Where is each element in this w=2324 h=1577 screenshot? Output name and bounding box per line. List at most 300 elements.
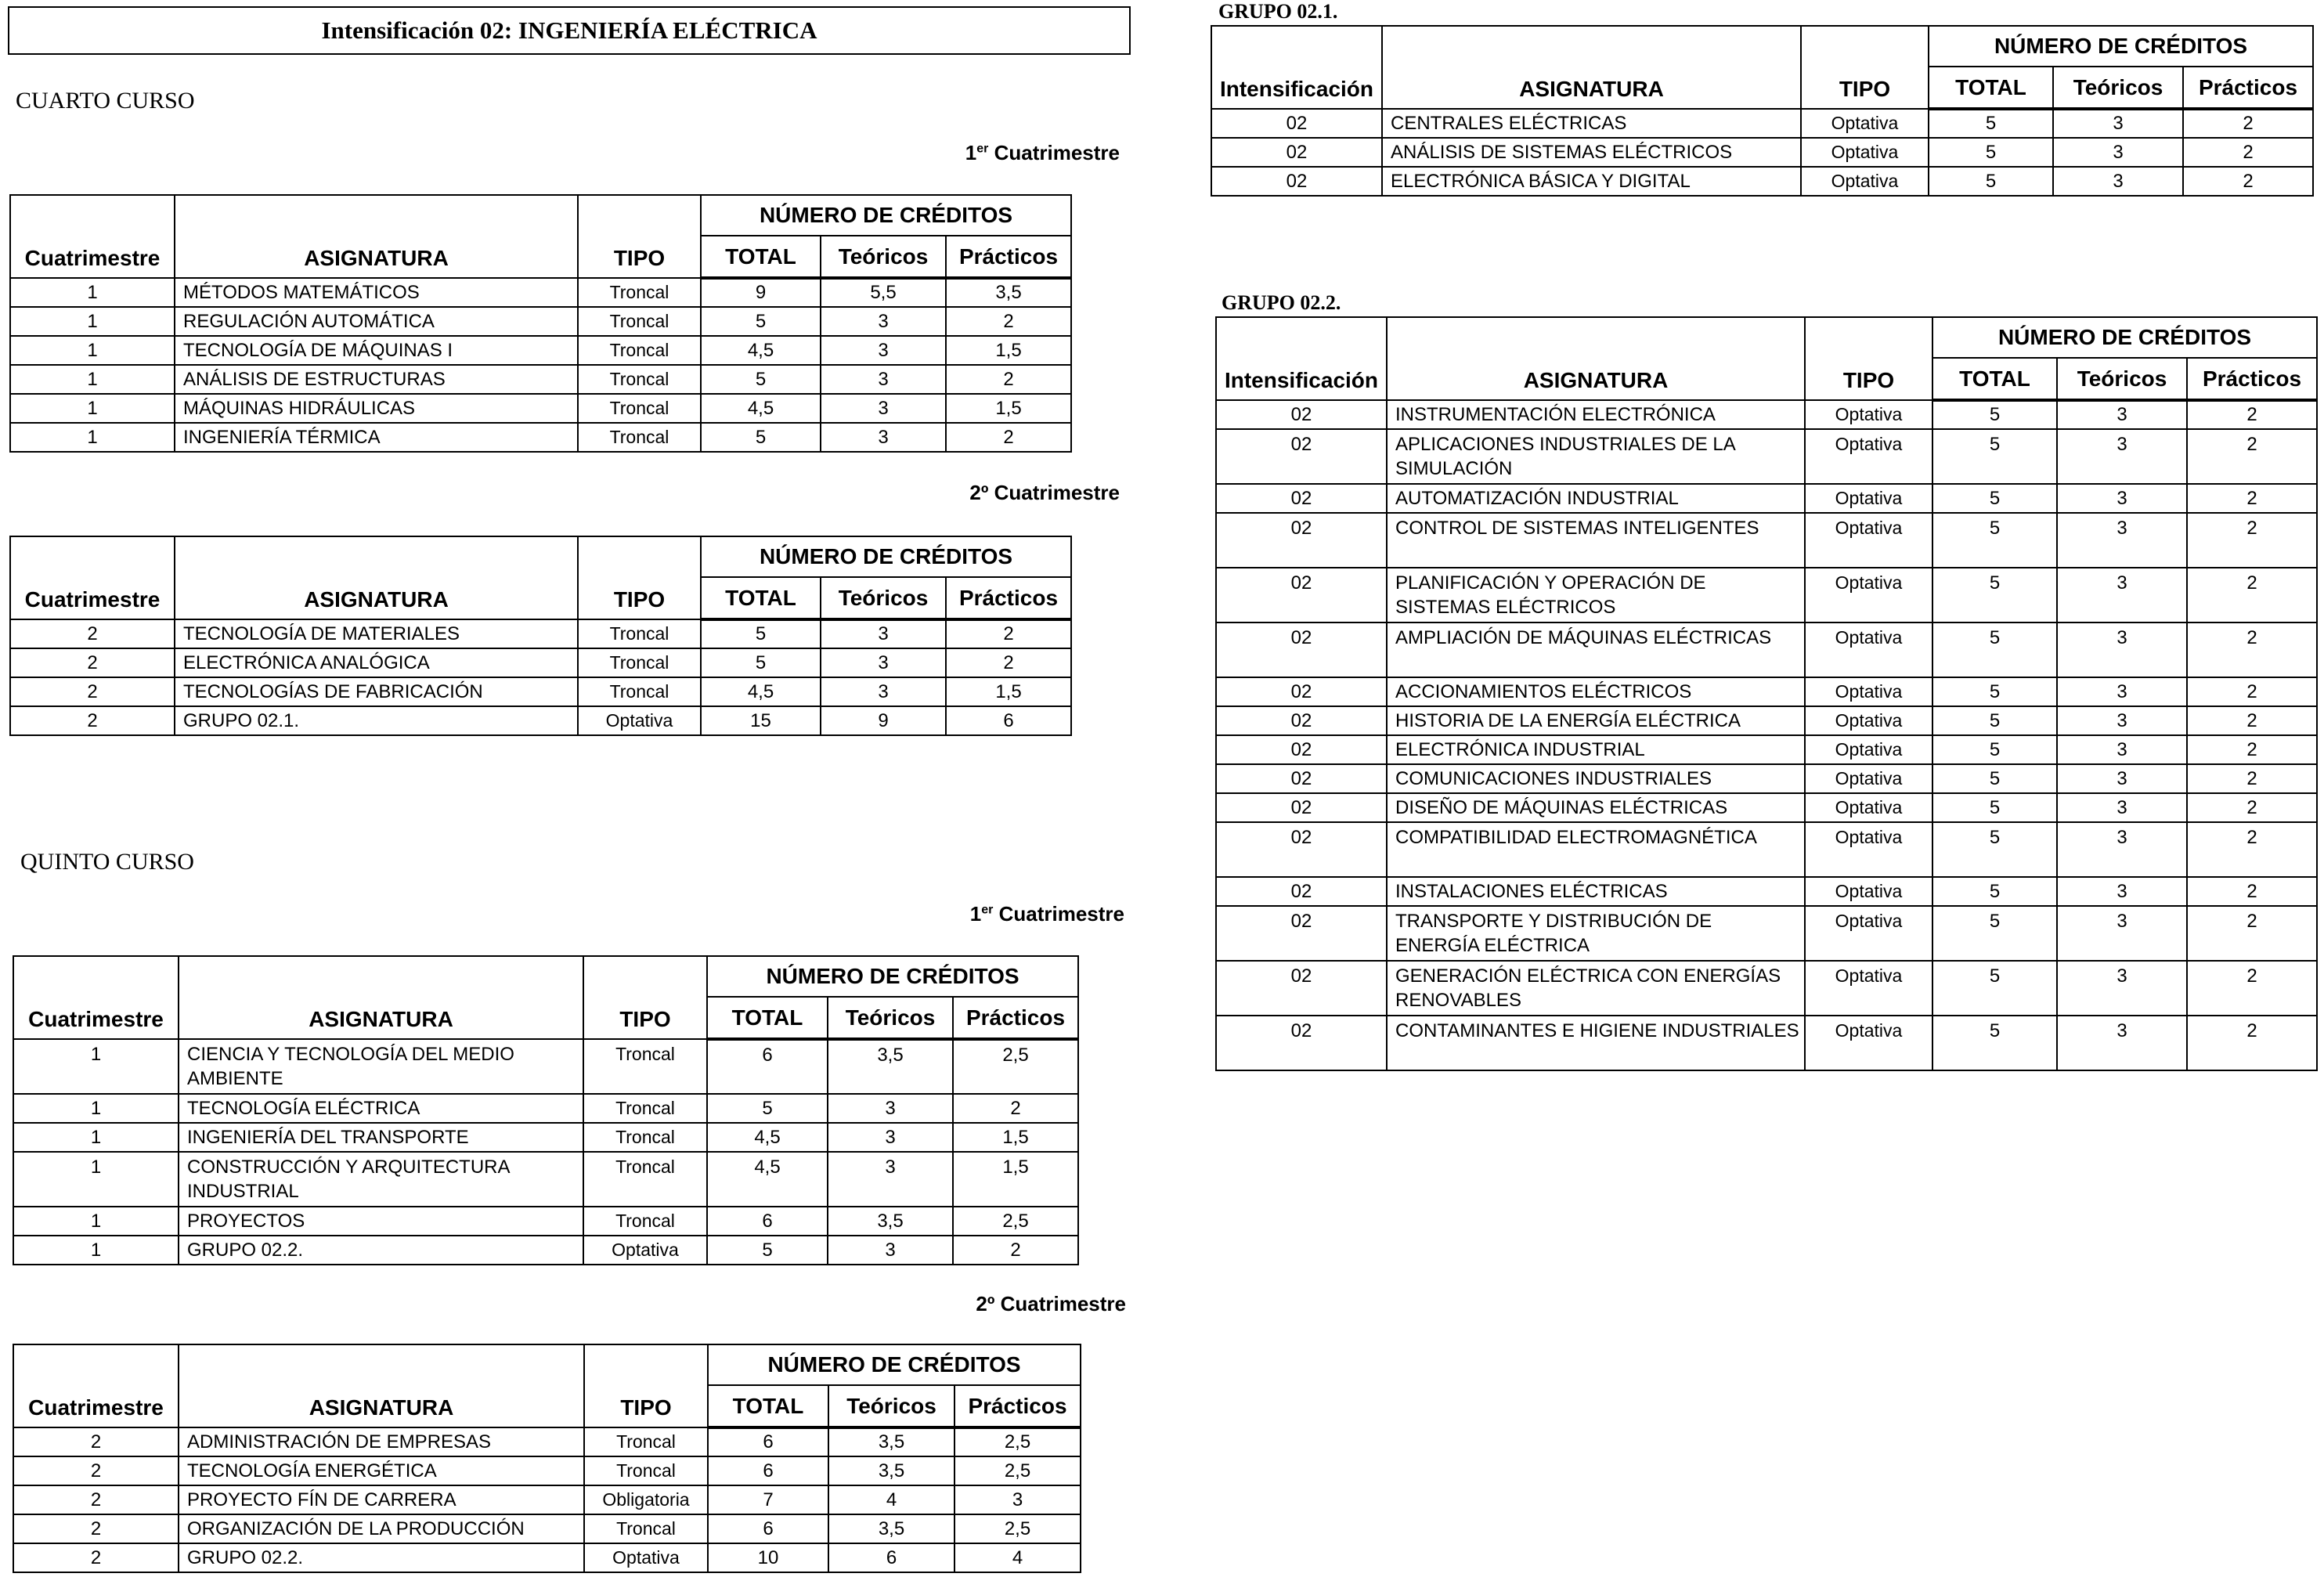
cell-tipo: Optativa: [1805, 735, 1932, 764]
cell-tipo: Troncal: [583, 1152, 707, 1207]
cell-total: 5: [1932, 622, 2057, 677]
cell-cuatrimestre: 1: [10, 336, 175, 365]
cell-intensificacion: 02: [1216, 735, 1387, 764]
cell-teoricos: 3: [821, 619, 946, 648]
cell-tipo: Optativa: [1801, 138, 1929, 167]
cuat-number: 1: [965, 141, 977, 164]
cell-tipo: Troncal: [578, 648, 701, 677]
cell-total: 10: [708, 1543, 828, 1572]
cell-tipo: Troncal: [578, 677, 701, 706]
cell-tipo: Optativa: [1805, 906, 1932, 961]
table-row: [1216, 735, 2317, 764]
quinto-cuat1-table: [13, 955, 1079, 1265]
cell-tipo: Optativa: [1805, 706, 1932, 735]
cell-practicos: 3,5: [946, 278, 1071, 307]
cell-tipo: Troncal: [578, 336, 701, 365]
header-asignatura: ASIGNATURA: [179, 1344, 584, 1427]
header-practicos: Prácticos: [946, 236, 1071, 278]
cell-intensificacion: 02: [1216, 677, 1387, 706]
cell-total: 5: [1932, 764, 2057, 793]
header-tipo: TIPO: [578, 536, 701, 619]
cell-total: 7: [708, 1485, 828, 1514]
cell-teoricos: 3: [2057, 961, 2187, 1016]
cell-intensificacion: 02: [1216, 961, 1387, 1016]
table-row: [13, 1094, 1078, 1123]
header-teoricos: Teóricos: [821, 236, 946, 278]
cell-intensificacion: 02: [1216, 429, 1387, 484]
cell-practicos: 2: [2187, 1016, 2317, 1070]
cell-practicos: 2: [946, 423, 1071, 452]
cell-intensificacion: 02: [1216, 793, 1387, 822]
cell-practicos: 2: [2187, 961, 2317, 1016]
cell-intensificacion: 02: [1211, 167, 1382, 196]
table-row: [10, 706, 1071, 735]
cell-tipo: Optativa: [1805, 793, 1932, 822]
table-row: [10, 677, 1071, 706]
cell-total: 5: [1932, 735, 2057, 764]
cell-practicos: 2: [2187, 793, 2317, 822]
cell-practicos: 1,5: [946, 677, 1071, 706]
cuarto-cuat1-table: [9, 194, 1072, 453]
cell-asignatura: GRUPO 02.1.: [175, 706, 578, 735]
cell-practicos: 2: [2187, 764, 2317, 793]
cell-teoricos: 3,5: [828, 1039, 953, 1094]
table-row: [1216, 1016, 2317, 1070]
cell-total: 6: [707, 1039, 828, 1094]
cell-practicos: 2: [2187, 400, 2317, 429]
table-row: [10, 278, 1071, 307]
cell-teoricos: 3: [828, 1236, 953, 1265]
cell-total: 5: [701, 648, 821, 677]
cell-teoricos: 3: [2057, 822, 2187, 877]
cell-practicos: 2: [2187, 877, 2317, 906]
cell-cuatrimestre: 2: [13, 1543, 179, 1572]
cell-teoricos: 3: [821, 648, 946, 677]
header-tipo: TIPO: [1801, 26, 1929, 109]
table-row: [1216, 906, 2317, 961]
cell-total: 5: [1932, 1016, 2057, 1070]
cell-total: 4,5: [707, 1152, 828, 1207]
cell-cuatrimestre: 1: [13, 1094, 179, 1123]
cell-practicos: 2: [2183, 109, 2313, 138]
cell-teoricos: 5,5: [821, 278, 946, 307]
table-row: [10, 365, 1071, 394]
table-row: [1216, 877, 2317, 906]
header-practicos: Prácticos: [955, 1385, 1081, 1427]
cell-tipo: Troncal: [583, 1207, 707, 1236]
cell-cuatrimestre: 2: [13, 1456, 179, 1485]
cell-teoricos: 3: [2057, 735, 2187, 764]
table-row: [13, 1543, 1081, 1572]
cell-teoricos: 4: [828, 1485, 955, 1514]
table-row: [10, 336, 1071, 365]
cell-total: 5: [1932, 484, 2057, 513]
cell-tipo: Optativa: [1805, 1016, 1932, 1070]
cell-asignatura: TECNOLOGÍAS DE FABRICACIÓN: [175, 677, 578, 706]
cell-teoricos: 3: [821, 336, 946, 365]
table-row: [1216, 568, 2317, 622]
cell-asignatura: TECNOLOGÍA ENERGÉTICA: [179, 1456, 584, 1485]
cell-cuatrimestre: 2: [13, 1427, 179, 1456]
cell-asignatura: ELECTRÓNICA BÁSICA Y DIGITAL: [1382, 167, 1801, 196]
cell-teoricos: 3: [821, 423, 946, 452]
cell-practicos: 2: [2187, 568, 2317, 622]
table-row: [10, 423, 1071, 452]
cell-teoricos: 3: [2057, 1016, 2187, 1070]
header-practicos: Prácticos: [2187, 358, 2317, 400]
cell-teoricos: 3: [2057, 677, 2187, 706]
cell-intensificacion: 02: [1216, 568, 1387, 622]
cell-tipo: Troncal: [583, 1094, 707, 1123]
cell-asignatura: COMUNICACIONES INDUSTRIALES: [1387, 764, 1805, 793]
cell-teoricos: 6: [828, 1543, 955, 1572]
table-row: [13, 1039, 1078, 1094]
cell-teoricos: 3,5: [828, 1514, 955, 1543]
cell-teoricos: 3: [821, 307, 946, 336]
cell-practicos: 2: [946, 648, 1071, 677]
cell-practicos: 2,5: [953, 1039, 1078, 1094]
cell-practicos: 2,5: [953, 1207, 1078, 1236]
cell-cuatrimestre: 2: [10, 619, 175, 648]
cell-teoricos: 3: [2057, 793, 2187, 822]
cell-asignatura: TRANSPORTE Y DISTRIBUCIÓN DE ENERGÍA ELÉCTRICA: [1387, 906, 1805, 961]
header-teoricos: Teóricos: [2053, 67, 2183, 109]
header-total: TOTAL: [708, 1385, 828, 1427]
cell-asignatura: TECNOLOGÍA DE MÁQUINAS I: [175, 336, 578, 365]
cell-tipo: Optativa: [1805, 877, 1932, 906]
header-asignatura: ASIGNATURA: [175, 536, 578, 619]
cell-practicos: 2: [2187, 822, 2317, 877]
cell-total: 5: [1932, 706, 2057, 735]
cell-asignatura: MÉTODOS MATEMÁTICOS: [175, 278, 578, 307]
cell-total: 6: [708, 1427, 828, 1456]
cell-intensificacion: 02: [1216, 622, 1387, 677]
cell-teoricos: 3: [828, 1094, 953, 1123]
cell-asignatura: HISTORIA DE LA ENERGÍA ELÉCTRICA: [1387, 706, 1805, 735]
table-row: [1216, 793, 2317, 822]
cell-asignatura: COMPATIBILIDAD ELECTROMAGNÉTICA: [1387, 822, 1805, 877]
cell-intensificacion: 02: [1216, 822, 1387, 877]
cell-teoricos: 3,5: [828, 1207, 953, 1236]
cell-practicos: 2,5: [955, 1514, 1081, 1543]
table-row: [1211, 167, 2313, 196]
cell-tipo: Troncal: [584, 1427, 708, 1456]
cell-practicos: 1,5: [953, 1152, 1078, 1207]
header-numero-creditos: NÚMERO DE CRÉDITOS: [708, 1344, 1081, 1385]
cell-tipo: Optativa: [584, 1543, 708, 1572]
header-practicos: Prácticos: [953, 997, 1078, 1039]
cell-teoricos: 3: [2057, 877, 2187, 906]
cell-practicos: 2: [2187, 513, 2317, 568]
cell-teoricos: 3: [828, 1152, 953, 1207]
cell-practicos: 1,5: [953, 1123, 1078, 1152]
table-row: [13, 1456, 1081, 1485]
cell-intensificacion: 02: [1216, 906, 1387, 961]
cell-teoricos: 3: [821, 365, 946, 394]
cuarto-cuat1-label: [965, 141, 1120, 165]
cell-total: 4,5: [701, 336, 821, 365]
cell-tipo: Optativa: [1805, 961, 1932, 1016]
cell-total: 6: [708, 1514, 828, 1543]
header-cuatrimestre: Cuatrimestre: [10, 195, 175, 278]
table-row: [10, 307, 1071, 336]
cell-intensificacion: 02: [1216, 513, 1387, 568]
cell-tipo: Optativa: [1805, 677, 1932, 706]
cell-total: 5: [701, 307, 821, 336]
cell-teoricos: 3: [2053, 109, 2183, 138]
cell-tipo: Troncal: [578, 423, 701, 452]
cell-total: 15: [701, 706, 821, 735]
table-row: [1216, 484, 2317, 513]
cell-intensificacion: 02: [1211, 138, 1382, 167]
cell-practicos: 2: [2187, 484, 2317, 513]
cell-tipo: Troncal: [584, 1456, 708, 1485]
cell-intensificacion: 02: [1216, 706, 1387, 735]
cuat-text: Cuatrimestre: [988, 141, 1120, 164]
cell-total: 9: [701, 278, 821, 307]
header-cuatrimestre: Cuatrimestre: [13, 956, 179, 1039]
cell-teoricos: 3: [2057, 622, 2187, 677]
quinto-cuat2-table: [13, 1344, 1081, 1573]
cell-total: 4,5: [701, 394, 821, 423]
cell-intensificacion: 02: [1211, 109, 1382, 138]
table-row: [13, 1427, 1081, 1456]
header-teoricos: Teóricos: [828, 1385, 955, 1427]
header-tipo: TIPO: [578, 195, 701, 278]
cell-total: 4,5: [707, 1123, 828, 1152]
cell-teoricos: 3: [2057, 906, 2187, 961]
cell-tipo: Optativa: [1805, 513, 1932, 568]
cell-total: 5: [1932, 877, 2057, 906]
cell-asignatura: GRUPO 02.2.: [179, 1543, 584, 1572]
cell-teoricos: 9: [821, 706, 946, 735]
cell-asignatura: ANÁLISIS DE ESTRUCTURAS: [175, 365, 578, 394]
cell-teoricos: 3: [2057, 513, 2187, 568]
cell-cuatrimestre: 1: [13, 1207, 179, 1236]
cell-practicos: 2: [2187, 906, 2317, 961]
grupo-022-table: [1215, 316, 2318, 1071]
cell-teoricos: 3: [2057, 400, 2187, 429]
cell-teoricos: 3: [821, 394, 946, 423]
cell-asignatura: AUTOMATIZACIÓN INDUSTRIAL: [1387, 484, 1805, 513]
cell-asignatura: PLANIFICACIÓN Y OPERACIÓN DE SISTEMAS ELÉCTRICOS: [1387, 568, 1805, 622]
cell-tipo: Optativa: [1805, 622, 1932, 677]
cell-total: 5: [1929, 167, 2053, 196]
table-row: [13, 1152, 1078, 1207]
cell-tipo: Troncal: [583, 1039, 707, 1094]
header-teoricos: Teóricos: [828, 997, 953, 1039]
header-numero-creditos: NÚMERO DE CRÉDITOS: [701, 536, 1071, 577]
cell-total: 5: [707, 1094, 828, 1123]
cell-asignatura: INSTRUMENTACIÓN ELECTRÓNICA: [1387, 400, 1805, 429]
cell-asignatura: PROYECTO FÍN DE CARRERA: [179, 1485, 584, 1514]
header-tipo: TIPO: [1805, 317, 1932, 400]
quinto-curso-heading: QUINTO CURSO: [20, 849, 194, 875]
table-row: [1211, 109, 2313, 138]
cell-tipo: Troncal: [583, 1123, 707, 1152]
cell-teoricos: 3,5: [828, 1456, 955, 1485]
quinto-cuat1-label: [970, 902, 1124, 926]
cell-tipo: Optativa: [583, 1236, 707, 1265]
cell-tipo: Optativa: [1805, 822, 1932, 877]
cell-asignatura: INSTALACIONES ELÉCTRICAS: [1387, 877, 1805, 906]
cell-total: 5: [1932, 961, 2057, 1016]
cell-asignatura: CONTAMINANTES E HIGIENE INDUSTRIALES: [1387, 1016, 1805, 1070]
grupo-021-table: [1211, 25, 2314, 197]
cell-tipo: Optativa: [1805, 764, 1932, 793]
cell-cuatrimestre: 2: [13, 1485, 179, 1514]
cell-intensificacion: 02: [1216, 400, 1387, 429]
cell-intensificacion: 02: [1216, 1016, 1387, 1070]
cell-asignatura: CIENCIA Y TECNOLOGÍA DEL MEDIO AMBIENTE: [179, 1039, 583, 1094]
header-total: TOTAL: [707, 997, 828, 1039]
header-total: TOTAL: [701, 236, 821, 278]
cell-cuatrimestre: 1: [13, 1039, 179, 1094]
cell-cuatrimestre: 2: [13, 1514, 179, 1543]
cell-asignatura: CENTRALES ELÉCTRICAS: [1382, 109, 1801, 138]
cell-practicos: 6: [946, 706, 1071, 735]
cell-total: 5: [707, 1236, 828, 1265]
header-numero-creditos: NÚMERO DE CRÉDITOS: [1932, 317, 2317, 358]
cell-practicos: 2,5: [955, 1456, 1081, 1485]
cell-asignatura: ORGANIZACIÓN DE LA PRODUCCIÓN: [179, 1514, 584, 1543]
header-tipo: TIPO: [584, 1344, 708, 1427]
cell-practicos: 2: [946, 307, 1071, 336]
cell-cuatrimestre: 1: [10, 423, 175, 452]
cell-asignatura: CONTROL DE SISTEMAS INTELIGENTES: [1387, 513, 1805, 568]
cell-asignatura: REGULACIÓN AUTOMÁTICA: [175, 307, 578, 336]
cell-teoricos: 3: [2057, 484, 2187, 513]
header-asignatura: ASIGNATURA: [179, 956, 583, 1039]
table-row: [10, 648, 1071, 677]
cell-tipo: Troncal: [584, 1514, 708, 1543]
cell-teoricos: 3: [2057, 764, 2187, 793]
cell-cuatrimestre: 1: [13, 1123, 179, 1152]
cell-asignatura: TECNOLOGÍA ELÉCTRICA: [179, 1094, 583, 1123]
cell-asignatura: ADMINISTRACIÓN DE EMPRESAS: [179, 1427, 584, 1456]
table-row: [13, 1207, 1078, 1236]
header-asignatura: ASIGNATURA: [1387, 317, 1805, 400]
cell-practicos: 2: [953, 1236, 1078, 1265]
cell-asignatura: ACCIONAMIENTOS ELÉCTRICOS: [1387, 677, 1805, 706]
table-row: [1216, 513, 2317, 568]
cell-cuatrimestre: 1: [10, 278, 175, 307]
cell-cuatrimestre: 2: [10, 677, 175, 706]
cell-asignatura: PROYECTOS: [179, 1207, 583, 1236]
table-row: [1216, 622, 2317, 677]
header-asignatura: ASIGNATURA: [175, 195, 578, 278]
cell-asignatura: MÁQUINAS HIDRÁULICAS: [175, 394, 578, 423]
table-row: [13, 1485, 1081, 1514]
cell-total: 5: [1929, 109, 2053, 138]
cell-practicos: 1,5: [946, 394, 1071, 423]
cell-tipo: Optativa: [1805, 484, 1932, 513]
cell-total: 5: [1932, 513, 2057, 568]
header-total: TOTAL: [701, 577, 821, 619]
cell-asignatura: INGENIERÍA DEL TRANSPORTE: [179, 1123, 583, 1152]
header-practicos: Prácticos: [946, 577, 1071, 619]
cell-practicos: 2: [2187, 706, 2317, 735]
cell-practicos: 3: [955, 1485, 1081, 1514]
cell-tipo: Optativa: [1801, 109, 1929, 138]
cell-asignatura: ELECTRÓNICA ANALÓGICA: [175, 648, 578, 677]
cell-total: 5: [1932, 568, 2057, 622]
cell-asignatura: AMPLIACIÓN DE MÁQUINAS ELÉCTRICAS: [1387, 622, 1805, 677]
header-numero-creditos: NÚMERO DE CRÉDITOS: [707, 956, 1078, 997]
cell-total: 5: [1932, 822, 2057, 877]
cuarto-cuat2-table: [9, 536, 1072, 736]
cell-practicos: 2: [2183, 167, 2313, 196]
cell-teoricos: 3: [821, 677, 946, 706]
document-title: Intensificación 02: INGENIERÍA ELÉCTRICA: [8, 6, 1131, 55]
cuat-ordinal: er: [976, 142, 989, 156]
cell-asignatura: GENERACIÓN ELÉCTRICA CON ENERGÍAS RENOVABLES: [1387, 961, 1805, 1016]
cell-teoricos: 3: [2057, 706, 2187, 735]
cell-asignatura: TECNOLOGÍA DE MATERIALES: [175, 619, 578, 648]
cell-total: 5: [1932, 793, 2057, 822]
header-practicos: Prácticos: [2183, 67, 2313, 109]
cell-cuatrimestre: 1: [10, 365, 175, 394]
cell-teoricos: 3: [2053, 167, 2183, 196]
cell-practicos: 2: [946, 365, 1071, 394]
cell-tipo: Optativa: [578, 706, 701, 735]
cell-practicos: 2: [2187, 622, 2317, 677]
cell-intensificacion: 02: [1216, 484, 1387, 513]
table-row: [1216, 822, 2317, 877]
cell-cuatrimestre: 1: [10, 394, 175, 423]
cell-tipo: Optativa: [1805, 400, 1932, 429]
header-intensificacion: Intensificación: [1211, 26, 1382, 109]
cuarto-cuat2-label: 2º Cuatrimestre: [969, 481, 1120, 504]
header-cuatrimestre: Cuatrimestre: [10, 536, 175, 619]
table-row: [1216, 961, 2317, 1016]
cell-practicos: 4: [955, 1543, 1081, 1572]
cell-asignatura: ANÁLISIS DE SISTEMAS ELÉCTRICOS: [1382, 138, 1801, 167]
cell-teoricos: 3: [828, 1123, 953, 1152]
cell-total: 5: [701, 423, 821, 452]
grupo-021-heading: GRUPO 02.1.: [1218, 0, 1338, 23]
cell-cuatrimestre: 2: [10, 648, 175, 677]
table-row: [13, 1514, 1081, 1543]
cell-total: 5: [701, 365, 821, 394]
header-numero-creditos: NÚMERO DE CRÉDITOS: [701, 195, 1071, 236]
cell-practicos: 2: [2187, 677, 2317, 706]
cell-total: 5: [1932, 400, 2057, 429]
cell-asignatura: GRUPO 02.2.: [179, 1236, 583, 1265]
table-row: [13, 1123, 1078, 1152]
cell-total: 6: [708, 1456, 828, 1485]
cuat-number: 1: [969, 902, 982, 926]
cell-intensificacion: 02: [1216, 764, 1387, 793]
table-row: [1216, 400, 2317, 429]
cell-tipo: Optativa: [1805, 568, 1932, 622]
cell-asignatura: DISEÑO DE MÁQUINAS ELÉCTRICAS: [1387, 793, 1805, 822]
cell-practicos: 2,5: [955, 1427, 1081, 1456]
table-row: [1216, 677, 2317, 706]
cell-cuatrimestre: 1: [13, 1152, 179, 1207]
table-row: [13, 1236, 1078, 1265]
cell-teoricos: 3: [2053, 138, 2183, 167]
cell-total: 6: [707, 1207, 828, 1236]
cell-practicos: 2: [2187, 735, 2317, 764]
cell-asignatura: CONSTRUCCIÓN Y ARQUITECTURA INDUSTRIAL: [179, 1152, 583, 1207]
table-row: [1216, 429, 2317, 484]
cell-cuatrimestre: 1: [10, 307, 175, 336]
cuarto-curso-heading: CUARTO CURSO: [16, 88, 195, 114]
cell-tipo: Obligatoria: [584, 1485, 708, 1514]
cell-tipo: Troncal: [578, 278, 701, 307]
cell-practicos: 2: [2187, 429, 2317, 484]
